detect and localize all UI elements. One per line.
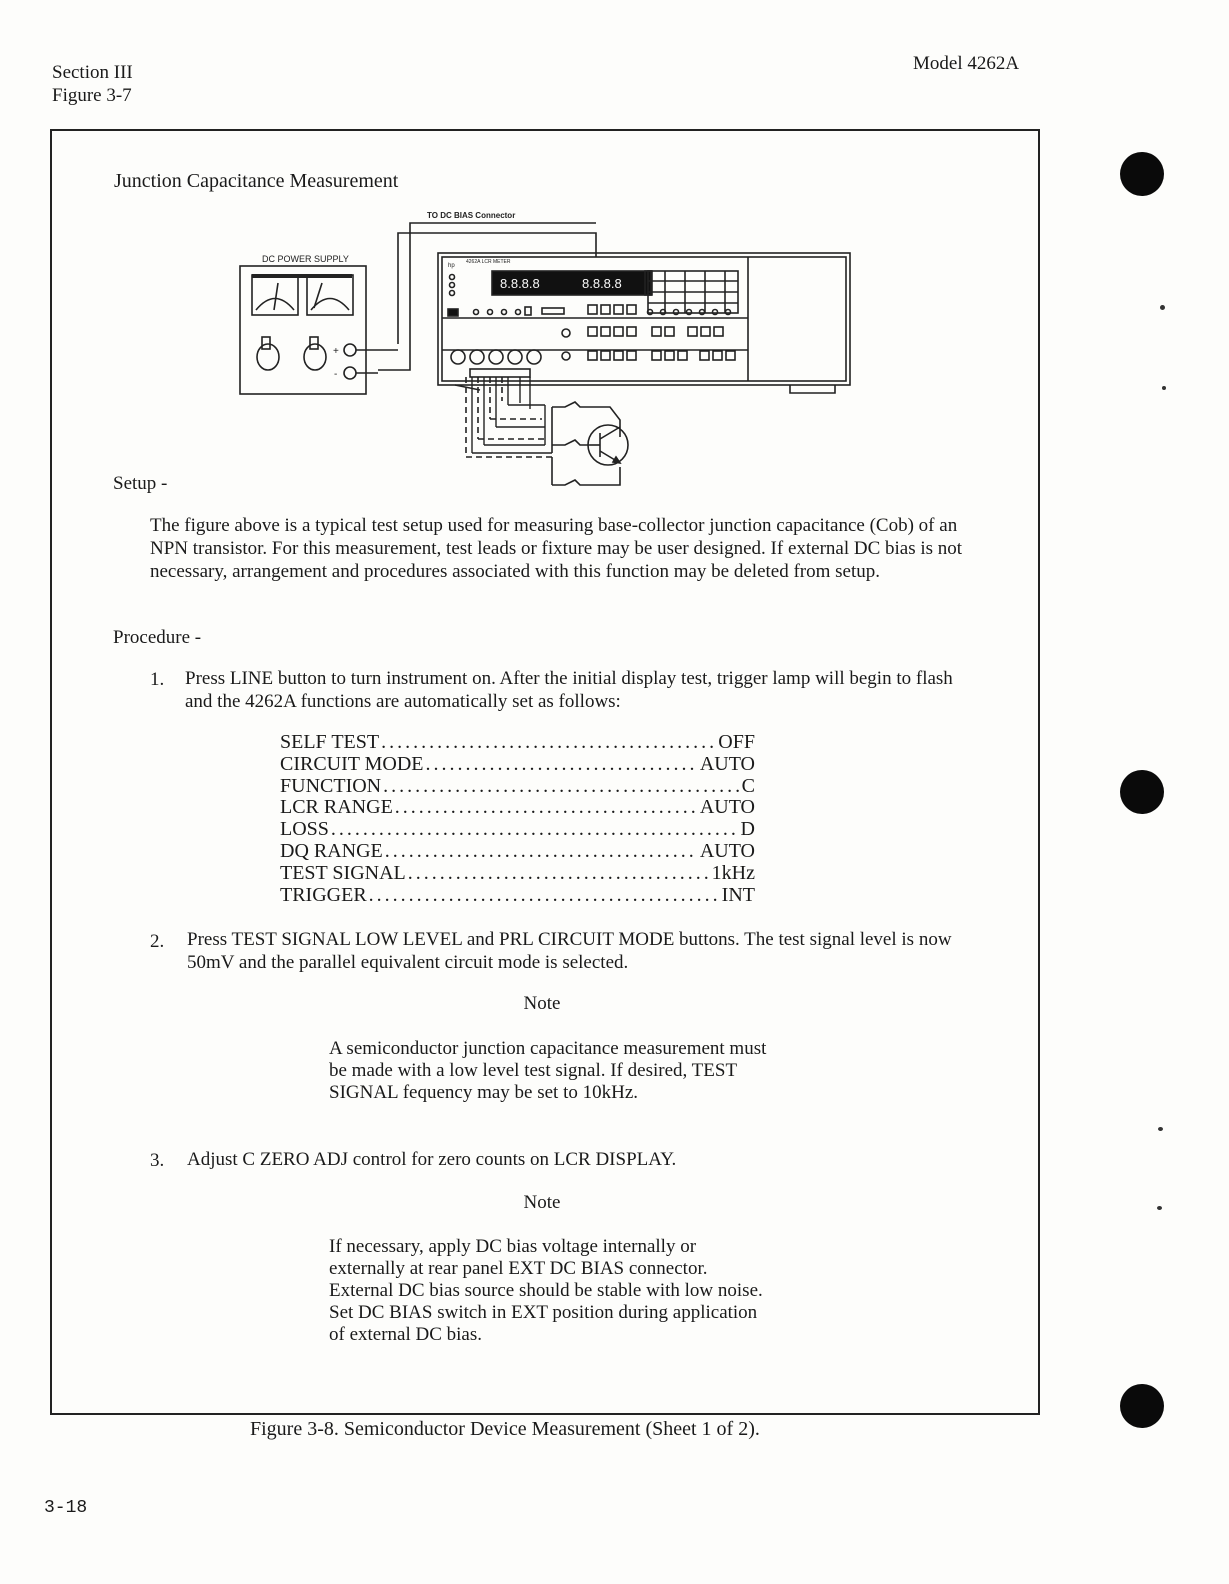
minus-sign: -	[334, 369, 338, 380]
setting-label: CIRCUIT MODE	[280, 753, 424, 775]
setting-row	[280, 885, 755, 907]
setting-value: OFF	[718, 732, 755, 753]
plus-sign: +	[333, 346, 339, 357]
section-label: Section III	[52, 62, 133, 83]
step-2-number: 2.	[150, 931, 165, 952]
note-2-text: If necessary, apply DC bias voltage internally or externally at rear panel EXT DC BIAS connector. External DC bias source should be stable with low noise. Set DC BIAS switch in EXT position during application of external DC bias.	[329, 1236, 763, 1345]
terminal-3-icon	[489, 350, 503, 364]
bias-cable-2	[378, 223, 596, 370]
meter-right-icon	[307, 275, 353, 315]
setting-label: LOSS	[280, 819, 329, 841]
knob-left-icon	[257, 344, 279, 370]
setting-label: SELF TEST	[280, 732, 380, 753]
diagram-title: Junction Capacitance Measurement	[114, 170, 399, 192]
note-1-text: A semiconductor junction capacitance measurement must be made with a low level test signal. If desired, TEST SIGNAL fequency may be set to 10kHz.	[329, 1038, 767, 1103]
minus-terminal-icon	[344, 367, 356, 379]
speck	[1157, 1206, 1162, 1210]
bias-connector-label: TO DC BIAS Connector	[427, 211, 516, 220]
setting-label: LCR RANGE	[280, 797, 393, 819]
speck	[1158, 1127, 1163, 1131]
setting-row	[280, 797, 755, 819]
setting-row	[280, 819, 755, 841]
dq-display-digits: 8.8.8.8	[582, 276, 622, 291]
setup-paragraph: The figure above is a typical test setup used for measuring base-collector junction capacitance (Cob) of an NPN transistor. For this measurement, test leads or fixture may be user designed. If external DC bias is not necessary, arrangement and procedures associated with this function may be deleted from setup.	[150, 515, 963, 582]
meter-left-icon	[252, 275, 298, 315]
lcr-display-digits: 8.8.8.8	[500, 276, 540, 291]
setting-value: AUTO	[699, 753, 755, 775]
step-1-text: Press LINE button to turn instrument on. After the initial display test, trigger lamp will begin to flash and the 4262A functions are automatically set as follows:	[185, 668, 953, 712]
setting-row	[280, 732, 755, 754]
knob-right-icon	[304, 344, 326, 370]
setting-label: DQ RANGE	[280, 840, 383, 862]
setting-value: INT	[721, 884, 755, 906]
plus-terminal-icon	[344, 344, 356, 356]
page-number: 3-18	[44, 1498, 88, 1518]
speck	[1162, 386, 1166, 390]
figure-ref: Figure 3-7	[52, 85, 132, 106]
setting-label: FUNCTION	[280, 775, 382, 797]
terminal-5-icon	[527, 350, 541, 364]
setting-label: TEST SIGNAL	[280, 862, 406, 884]
power-supply-label: DC POWER SUPPLY	[262, 254, 349, 264]
default-settings-list	[280, 732, 755, 906]
figure-caption: Figure 3-8. Semiconductor Device Measurement (Sheet 1 of 2).	[250, 1418, 760, 1440]
power-supply-box	[240, 266, 366, 394]
setting-value: AUTO	[699, 797, 755, 819]
setting-value: D	[740, 819, 755, 841]
setting-value: AUTO	[699, 840, 755, 862]
step-2-text: Press TEST SIGNAL LOW LEVEL and PRL CIRCUIT MODE buttons. The test signal level is now 50mV and the parallel equivalent circuit mode is selected.	[187, 929, 952, 973]
note-2-heading: Note	[523, 1192, 561, 1213]
procedure-heading: Procedure -	[113, 627, 202, 648]
meter-name-label: 4262A LCR METER	[466, 259, 511, 265]
setup-heading: Setup -	[113, 473, 168, 494]
note-1-heading: Note	[523, 993, 561, 1014]
punch-hole-icon	[1120, 1384, 1164, 1428]
step-3-text: Adjust C ZERO ADJ control for zero counts on LCR DISPLAY.	[187, 1149, 677, 1170]
setting-row	[280, 754, 755, 776]
setup-diagram	[230, 205, 870, 495]
setting-value: 1kHz	[711, 862, 755, 884]
speck	[1160, 305, 1165, 310]
punch-hole-icon	[1120, 770, 1164, 814]
step-3-number: 3.	[150, 1150, 165, 1171]
setting-row	[280, 841, 755, 863]
setting-row	[280, 776, 755, 798]
meter-brand-logo: hp	[448, 263, 455, 269]
setting-value: C	[741, 775, 755, 797]
terminal-4-icon	[508, 350, 522, 364]
setting-label: TRIGGER	[280, 884, 367, 906]
terminal-2-icon	[470, 350, 484, 364]
punch-hole-icon	[1120, 152, 1164, 196]
terminal-1-icon	[451, 350, 465, 364]
model-label: Model 4262A	[913, 53, 1020, 74]
step-1-number: 1.	[150, 669, 165, 690]
setting-row	[280, 863, 755, 885]
